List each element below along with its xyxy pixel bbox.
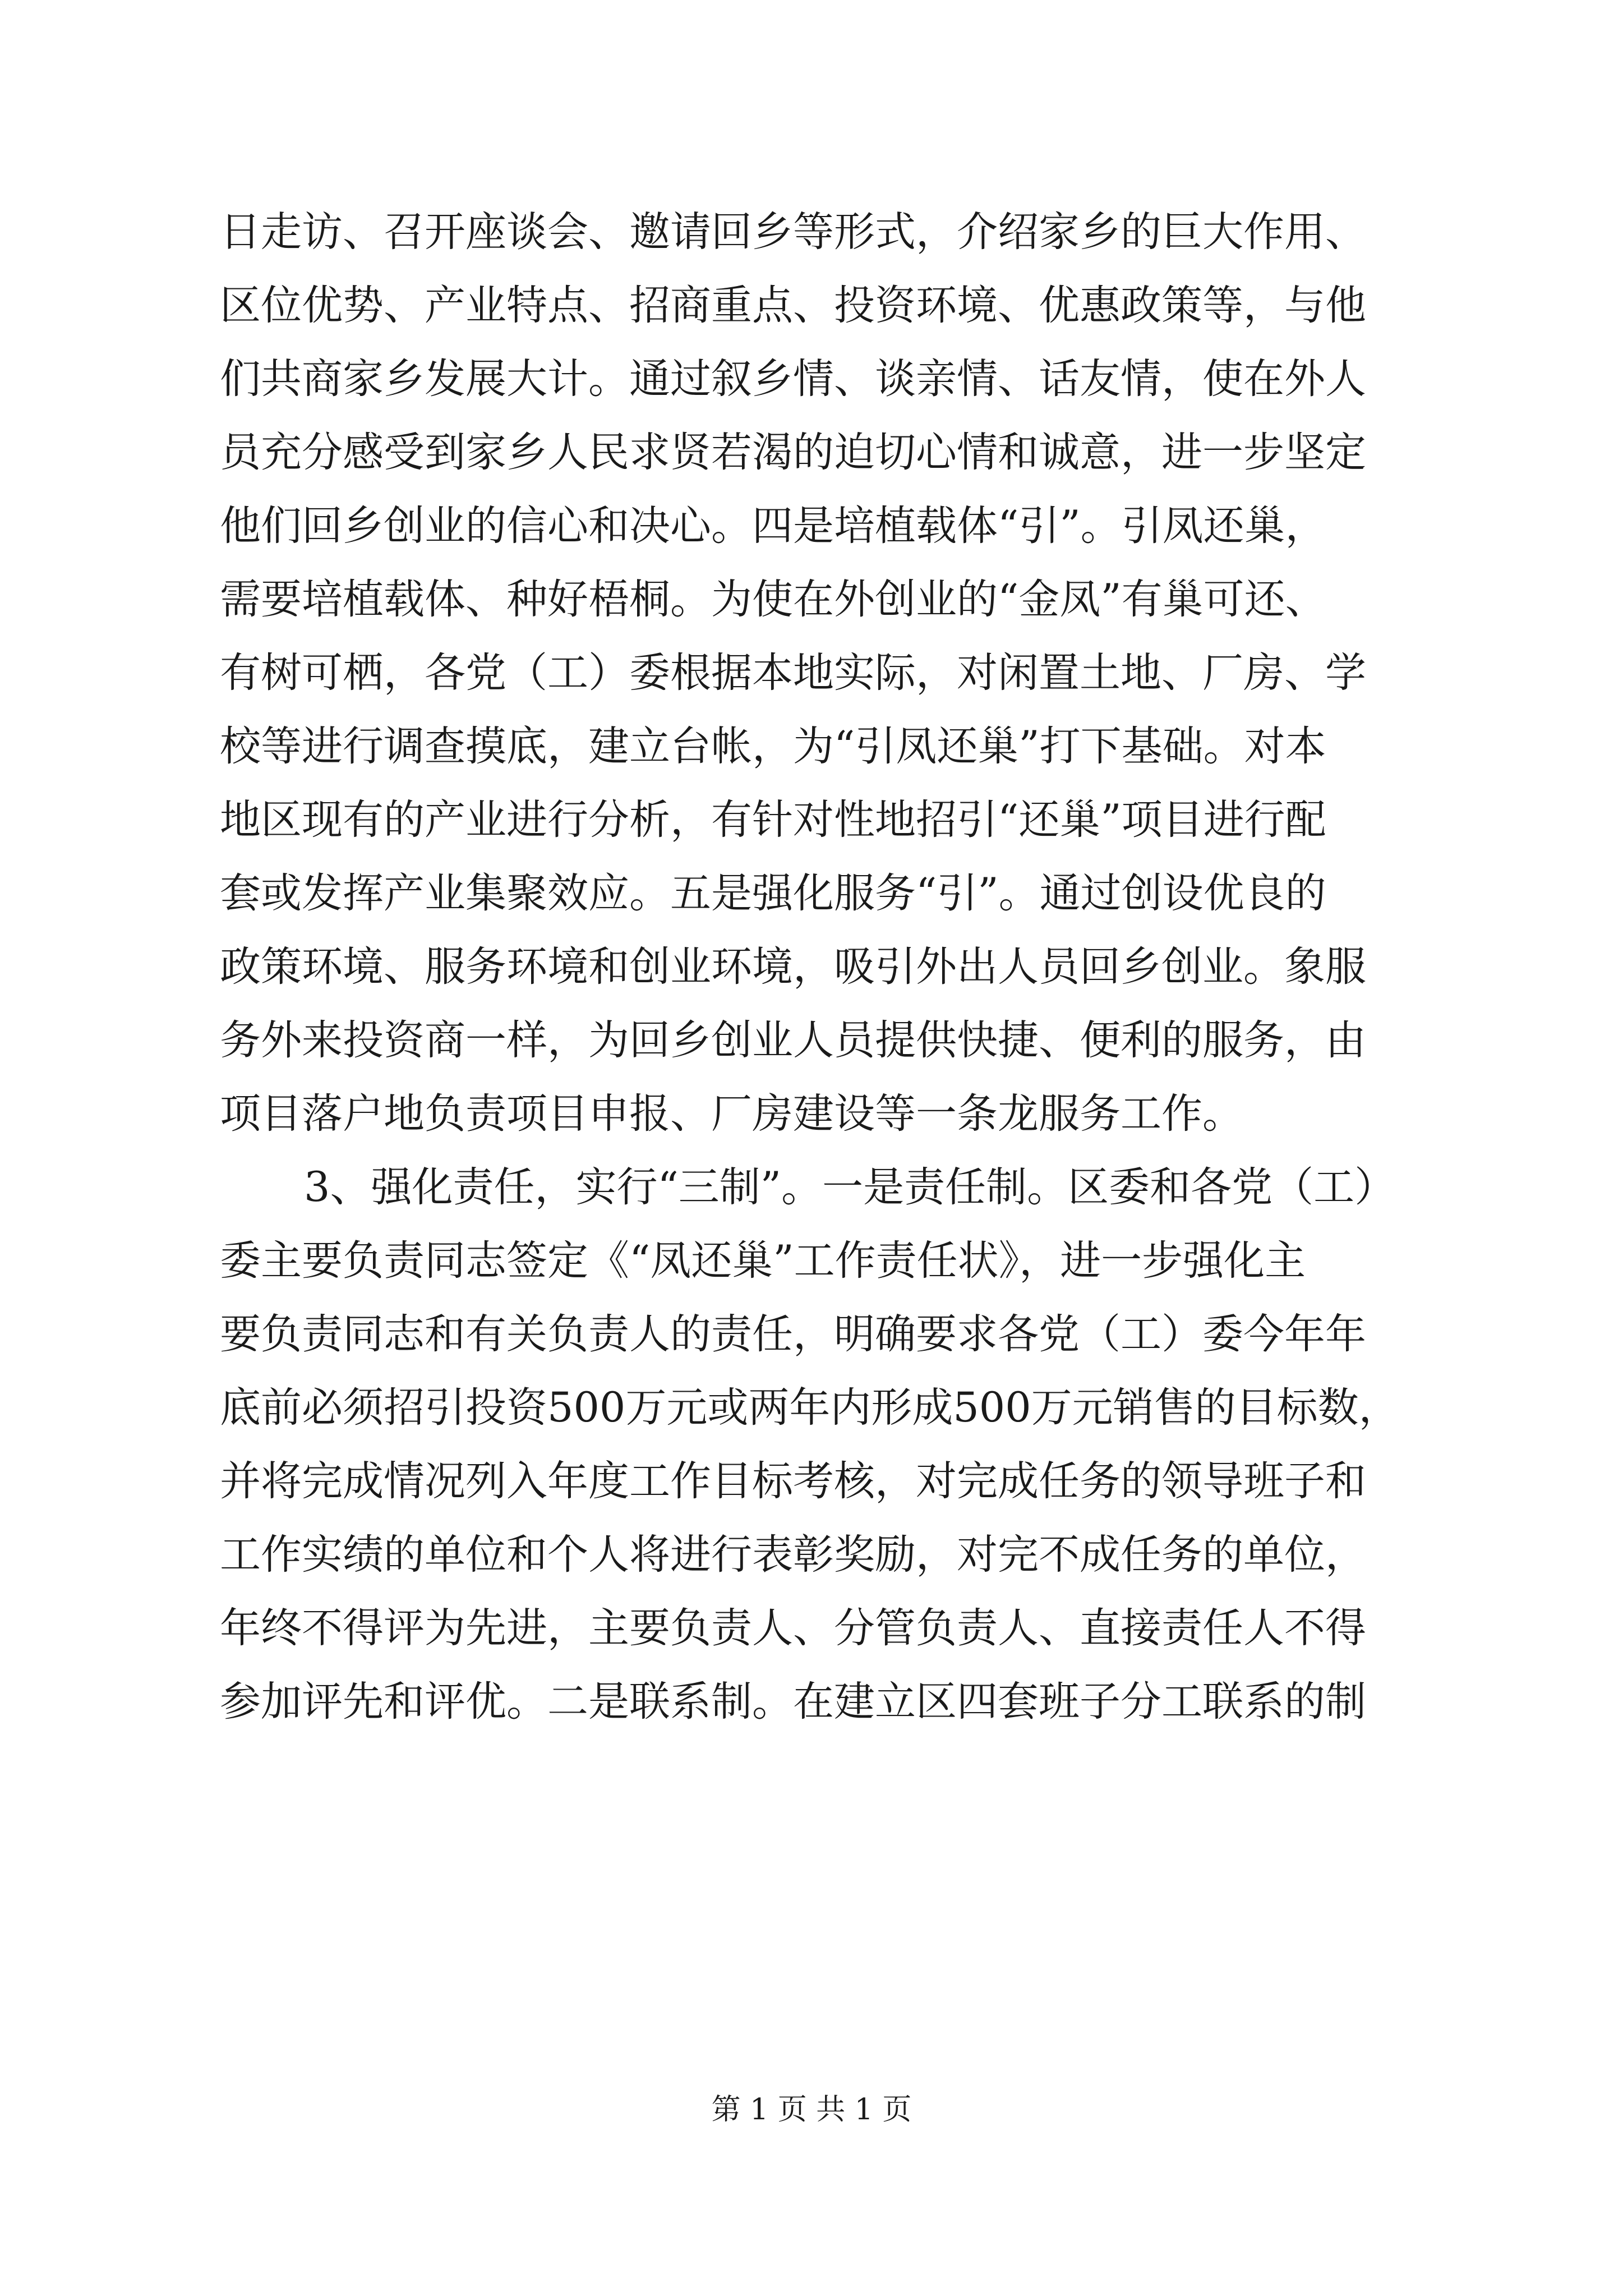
text-line-19: 工作实绩的单位和个人将进行表彰奖励，对完不成任务的单位，: [220, 1531, 1366, 1579]
text-line-18: 并将完成情况列入年度工作目标考核，对完成任务的领导班子和: [220, 1457, 1366, 1505]
text-line-13: 项目落户地负责项目申报、厂房建设等一条龙服务工作。: [220, 1090, 1243, 1138]
text-line-5: 他们回乡创业的信心和决心。四是培植载体“引”。引凤还巢，: [220, 502, 1326, 550]
text-line-2: 区位优势、产业特点、招商重点、投资环境、优惠政策等，与他: [220, 282, 1366, 329]
text-line-14: 3、强化责任，实行“三制”。一是责任制。区委和各党（工）: [304, 1163, 1396, 1211]
text-line-20: 年终不得评为先进，主要负责人、分管负责人、直接责任人不得: [220, 1604, 1366, 1652]
text-line-12: 务外来投资商一样，为回乡创业人员提供快捷、便利的服务，由: [220, 1016, 1366, 1064]
text-line-11: 政策环境、服务环境和创业环境，吸引外出人员回乡创业。象服: [220, 943, 1366, 991]
text-line-15: 委主要负责同志签定《“凤还巢”工作责任状》，进一步强化主: [220, 1237, 1306, 1285]
text-line-10: 套或发挥产业集聚效应。五是强化服务“引”。通过创设优良的: [220, 869, 1326, 917]
text-line-17: 底前必须招引投资500万元或两年内形成500万元销售的目标数，: [220, 1384, 1400, 1432]
text-line-1: 日走访、召开座谈会、邀请回乡等形式，介绍家乡的巨大作用、: [220, 208, 1366, 256]
text-line-8: 校等进行调查摸底，建立台帐，为“引凤还巢”打下基础。对本: [220, 723, 1326, 770]
text-line-7: 有树可栖，各党（工）委根据本地实际，对闲置土地、厂房、学: [220, 649, 1366, 697]
page-number-footer: 第 1 页 共 1 页: [711, 2093, 912, 2127]
text-line-6: 需要培植载体、种好梧桐。为使在外创业的“金凤”有巢可还、: [220, 576, 1326, 623]
text-line-16: 要负责同志和有关负责人的责任，明确要求各党（工）委今年年: [220, 1310, 1366, 1358]
text-line-3: 们共商家乡发展大计。通过叙乡情、谈亲情、话友情，使在外人: [220, 355, 1366, 403]
text-line-4: 员充分感受到家乡人民求贤若渴的迫切心情和诚意，进一步坚定: [220, 429, 1366, 476]
document-body: [220, 195, 1403, 1738]
text-line-21: 参加评先和评优。二是联系制。在建立区四套班子分工联系的制: [220, 1678, 1366, 1726]
text-line-9: 地区现有的产业进行分析，有针对性地招引“还巢”项目进行配: [220, 796, 1326, 844]
